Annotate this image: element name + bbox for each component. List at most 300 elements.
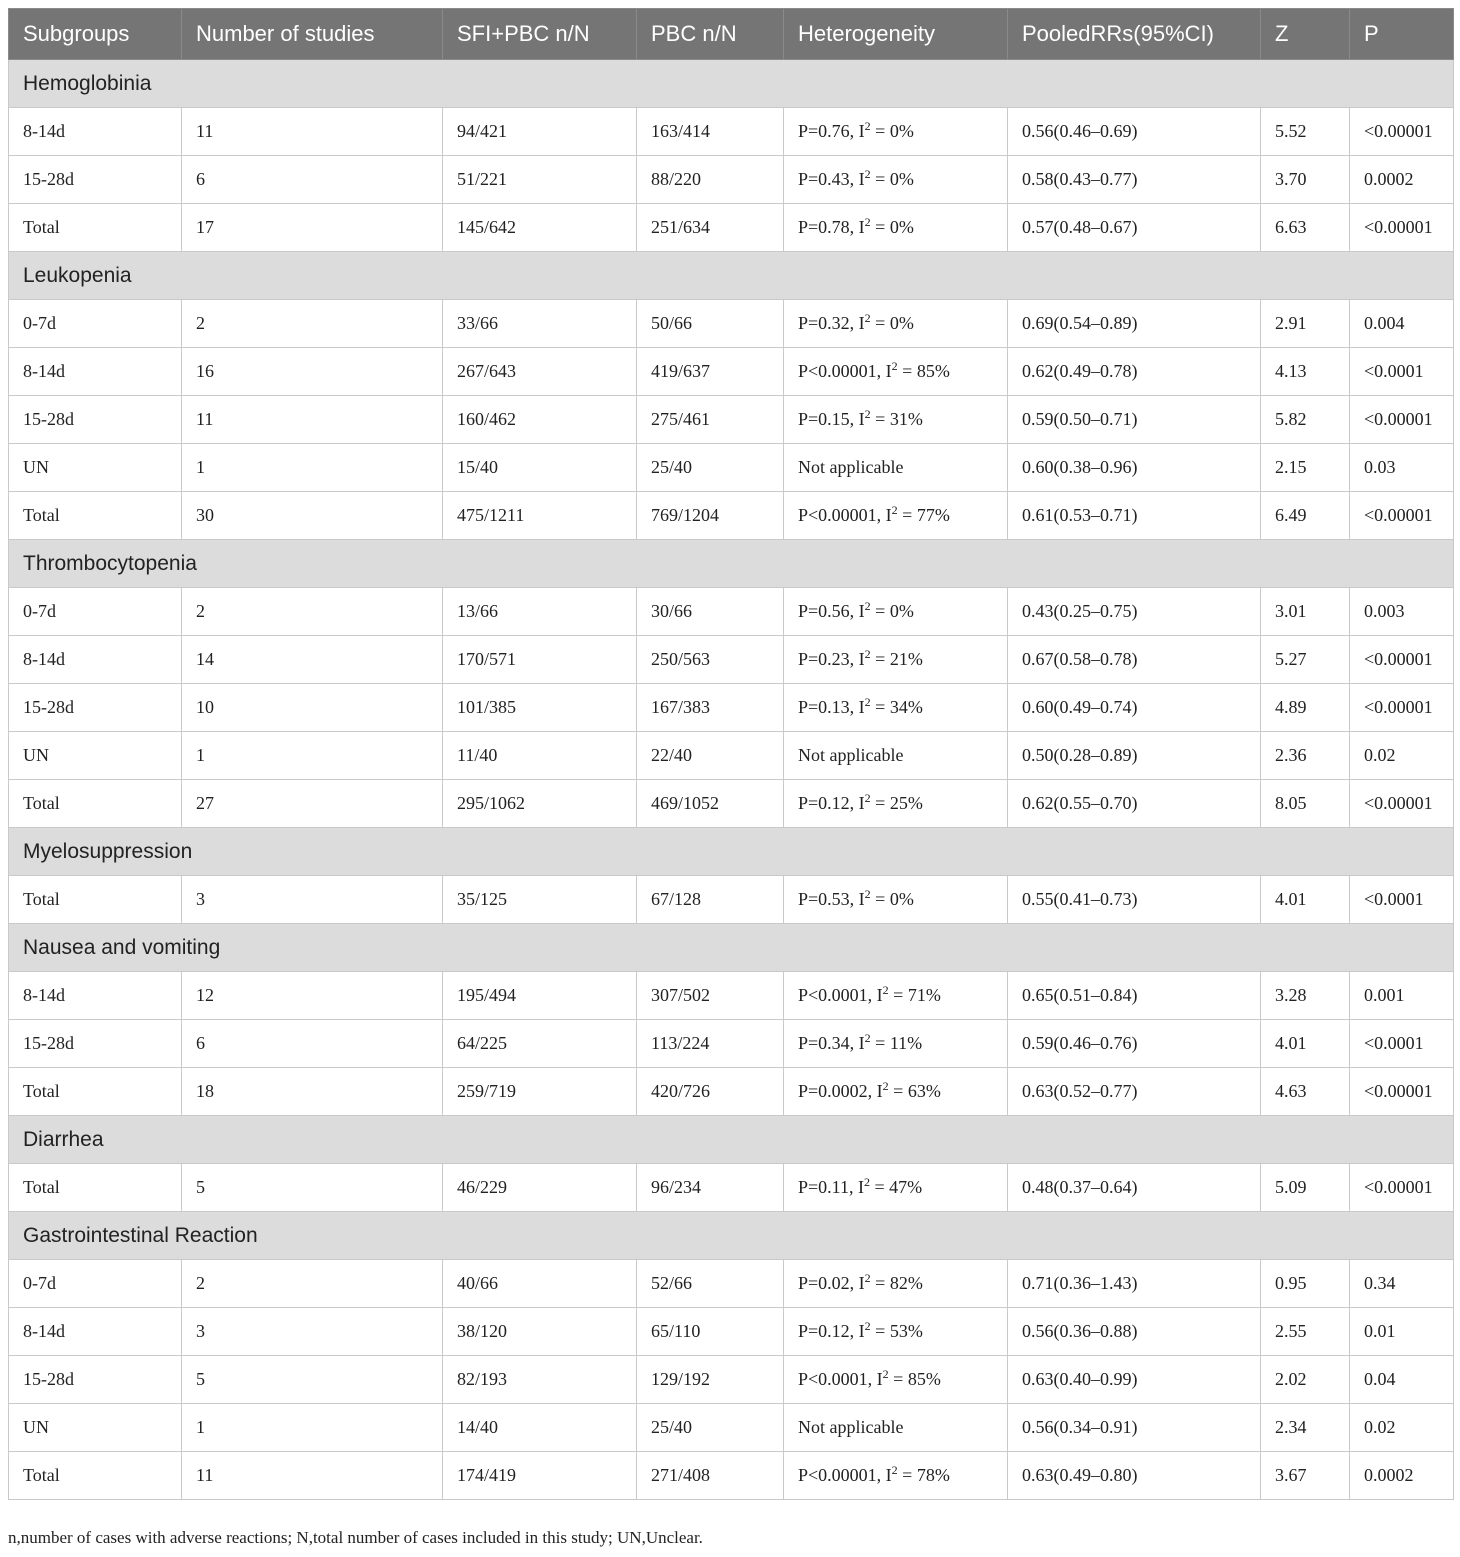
pbc-cell: 52/66 — [637, 1260, 784, 1308]
heterogeneity-i2: 31% — [889, 409, 923, 429]
header-row — [9, 9, 1454, 60]
subgroup-cell: 15-28d — [9, 1020, 182, 1068]
studies-cell: 12 — [182, 972, 443, 1020]
pooled-rr-cell: 0.71(0.36–1.43) — [1008, 1260, 1261, 1308]
subgroup-cell: 0-7d — [9, 588, 182, 636]
heterogeneity-cell — [784, 780, 1008, 828]
sfi-pbc-cell: 33/66 — [443, 300, 637, 348]
heterogeneity-stat: P=0.0002, $I^2 = 63\%$ — [798, 1079, 941, 1101]
z-cell: 0.95 — [1261, 1260, 1350, 1308]
heterogeneity-cell — [784, 108, 1008, 156]
header-z: Z — [1261, 9, 1350, 60]
sfi-pbc-cell: 160/462 — [443, 396, 637, 444]
header-sfi-pbc: SFI+PBC n/N — [443, 9, 637, 60]
heterogeneity-i2: 0% — [889, 601, 914, 621]
heterogeneity-i2: 63% — [907, 1081, 941, 1101]
table-row — [9, 972, 1454, 1020]
z-cell: 2.36 — [1261, 732, 1350, 780]
studies-cell: 10 — [182, 684, 443, 732]
group-label: Hemoglobinia — [9, 60, 1454, 108]
group-label: Gastrointestinal Reaction — [9, 1212, 1454, 1260]
group-label: Diarrhea — [9, 1116, 1454, 1164]
pooled-rr-cell: 0.60(0.49–0.74) — [1008, 684, 1261, 732]
studies-cell: 2 — [182, 1260, 443, 1308]
sfi-pbc-cell: 11/40 — [443, 732, 637, 780]
z-cell: 5.09 — [1261, 1164, 1350, 1212]
z-cell: 5.27 — [1261, 636, 1350, 684]
subgroup-cell: Total — [9, 1164, 182, 1212]
p-cell: 0.02 — [1350, 1404, 1454, 1452]
pooled-rr-cell: 0.48(0.37–0.64) — [1008, 1164, 1261, 1212]
z-cell: 2.15 — [1261, 444, 1350, 492]
heterogeneity-p: P<0.0001 — [798, 985, 868, 1005]
table-row — [9, 780, 1454, 828]
heterogeneity-cell — [784, 1260, 1008, 1308]
pooled-rr-cell: 0.43(0.25–0.75) — [1008, 588, 1261, 636]
table-row — [9, 1404, 1454, 1452]
heterogeneity-p: P=0.15 — [798, 409, 850, 429]
pbc-cell: 251/634 — [637, 204, 784, 252]
z-cell: 8.05 — [1261, 780, 1350, 828]
heterogeneity-p: P=0.02 — [798, 1273, 850, 1293]
group-label: Leukopenia — [9, 252, 1454, 300]
z-cell: 4.89 — [1261, 684, 1350, 732]
superscript-2: 2 — [864, 647, 871, 661]
pooled-rr-cell: 0.63(0.52–0.77) — [1008, 1068, 1261, 1116]
pbc-cell: 65/110 — [637, 1308, 784, 1356]
z-cell: 3.70 — [1261, 156, 1350, 204]
pbc-cell: 30/66 — [637, 588, 784, 636]
heterogeneity-i2: 25% — [889, 793, 923, 813]
pooled-rr-cell: 0.56(0.34–0.91) — [1008, 1404, 1261, 1452]
sfi-pbc-cell: 35/125 — [443, 876, 637, 924]
heterogeneity-stat: P<0.00001, $I^2 = 77\%$ — [798, 503, 950, 525]
sfi-pbc-cell: 170/571 — [443, 636, 637, 684]
heterogeneity-p: P=0.43 — [798, 169, 850, 189]
heterogeneity-p: P<0.00001 — [798, 361, 877, 381]
heterogeneity-cell — [784, 732, 1008, 780]
heterogeneity-cell — [784, 1020, 1008, 1068]
studies-cell: 11 — [182, 1452, 443, 1500]
table-row — [9, 348, 1454, 396]
heterogeneity-stat: P<0.00001, $I^2 = 78\%$ — [798, 1463, 950, 1485]
superscript-2: 2 — [864, 167, 871, 181]
p-cell: <0.00001 — [1350, 780, 1454, 828]
subgroup-cell: UN — [9, 1404, 182, 1452]
header-pooled-rrs: PooledRRs(95%CI) — [1008, 9, 1261, 60]
z-cell: 3.67 — [1261, 1452, 1350, 1500]
studies-cell: 11 — [182, 396, 443, 444]
heterogeneity-cell — [784, 588, 1008, 636]
heterogeneity-cell — [784, 636, 1008, 684]
heterogeneity-i2: 71% — [907, 985, 941, 1005]
pooled-rr-cell: 0.58(0.43–0.77) — [1008, 156, 1261, 204]
heterogeneity-p: P=0.76 — [798, 121, 850, 141]
sfi-pbc-cell: 259/719 — [443, 1068, 637, 1116]
p-cell: <0.0001 — [1350, 876, 1454, 924]
subgroup-analysis-table — [8, 8, 1454, 1500]
z-cell: 6.63 — [1261, 204, 1350, 252]
sfi-pbc-cell: 82/193 — [443, 1356, 637, 1404]
sfi-pbc-cell: 145/642 — [443, 204, 637, 252]
studies-cell: 27 — [182, 780, 443, 828]
subgroup-cell: Total — [9, 492, 182, 540]
heterogeneity-i2: 85% — [916, 361, 950, 381]
p-cell: <0.00001 — [1350, 492, 1454, 540]
heterogeneity-p: P=0.34 — [798, 1033, 850, 1053]
studies-cell: 17 — [182, 204, 443, 252]
heterogeneity-cell — [784, 684, 1008, 732]
table-row — [9, 300, 1454, 348]
heterogeneity-i2: 77% — [916, 505, 950, 525]
table-row — [9, 684, 1454, 732]
heterogeneity-cell — [784, 396, 1008, 444]
heterogeneity-p: P=0.56 — [798, 601, 850, 621]
subgroup-cell: 15-28d — [9, 396, 182, 444]
heterogeneity-cell — [784, 1068, 1008, 1116]
table-row — [9, 1068, 1454, 1116]
subgroup-cell: 15-28d — [9, 156, 182, 204]
heterogeneity-cell — [784, 972, 1008, 1020]
heterogeneity-cell — [784, 876, 1008, 924]
subgroup-cell: 8-14d — [9, 108, 182, 156]
superscript-2: 2 — [891, 1463, 898, 1477]
heterogeneity-i2: 21% — [889, 649, 923, 669]
heterogeneity-p: P=0.12 — [798, 1321, 850, 1341]
heterogeneity-p: P<0.0001 — [798, 1369, 868, 1389]
p-cell: 0.001 — [1350, 972, 1454, 1020]
sfi-pbc-cell: 40/66 — [443, 1260, 637, 1308]
p-cell: <0.00001 — [1350, 1068, 1454, 1116]
heterogeneity-stat: P<0.0001, $I^2 = 85\%$ — [798, 1367, 941, 1389]
subgroup-cell: UN — [9, 732, 182, 780]
group-header-row — [9, 828, 1454, 876]
superscript-2: 2 — [864, 407, 871, 421]
pbc-cell: 469/1052 — [637, 780, 784, 828]
studies-cell: 14 — [182, 636, 443, 684]
z-cell: 4.01 — [1261, 876, 1350, 924]
heterogeneity-i2: 78% — [916, 1465, 950, 1485]
pbc-cell: 163/414 — [637, 108, 784, 156]
p-cell: <0.00001 — [1350, 636, 1454, 684]
superscript-2: 2 — [882, 983, 889, 997]
z-cell: 2.34 — [1261, 1404, 1350, 1452]
table-row — [9, 876, 1454, 924]
heterogeneity-stat: P=0.56, $I^2 = 0\%$ — [798, 599, 914, 621]
table-header — [9, 9, 1454, 60]
heterogeneity-p: P=0.0002 — [798, 1081, 868, 1101]
subgroup-cell: 8-14d — [9, 348, 182, 396]
superscript-2: 2 — [864, 215, 871, 229]
sfi-pbc-cell: 14/40 — [443, 1404, 637, 1452]
studies-cell: 6 — [182, 1020, 443, 1068]
header-pbc: PBC n/N — [637, 9, 784, 60]
studies-cell: 3 — [182, 1308, 443, 1356]
sfi-pbc-cell: 475/1211 — [443, 492, 637, 540]
sfi-pbc-cell: 295/1062 — [443, 780, 637, 828]
subgroup-cell: 0-7d — [9, 300, 182, 348]
sfi-pbc-cell: 267/643 — [443, 348, 637, 396]
sfi-pbc-cell: 38/120 — [443, 1308, 637, 1356]
p-cell: <0.0001 — [1350, 348, 1454, 396]
heterogeneity-stat: P=0.76, $I^2 = 0\%$ — [798, 119, 914, 141]
table-row — [9, 204, 1454, 252]
group-header-row — [9, 540, 1454, 588]
heterogeneity-stat: P=0.23, $I^2 = 21\%$ — [798, 647, 923, 669]
sfi-pbc-cell: 15/40 — [443, 444, 637, 492]
superscript-2: 2 — [864, 1319, 871, 1333]
heterogeneity-p: P=0.13 — [798, 697, 850, 717]
group-header-row — [9, 1212, 1454, 1260]
pooled-rr-cell: 0.57(0.48–0.67) — [1008, 204, 1261, 252]
pooled-rr-cell: 0.69(0.54–0.89) — [1008, 300, 1261, 348]
heterogeneity-cell — [784, 492, 1008, 540]
table-container — [8, 8, 1453, 1500]
heterogeneity-i2: 82% — [889, 1273, 923, 1293]
heterogeneity-stat: P=0.12, $I^2 = 25\%$ — [798, 791, 923, 813]
group-label: Myelosuppression — [9, 828, 1454, 876]
pbc-cell: 275/461 — [637, 396, 784, 444]
heterogeneity-cell — [784, 156, 1008, 204]
pbc-cell: 167/383 — [637, 684, 784, 732]
pooled-rr-cell: 0.56(0.36–0.88) — [1008, 1308, 1261, 1356]
pbc-cell: 769/1204 — [637, 492, 784, 540]
table-row — [9, 732, 1454, 780]
pooled-rr-cell: 0.59(0.46–0.76) — [1008, 1020, 1261, 1068]
table-row — [9, 396, 1454, 444]
z-cell: 2.91 — [1261, 300, 1350, 348]
sfi-pbc-cell: 174/419 — [443, 1452, 637, 1500]
superscript-2: 2 — [864, 791, 871, 805]
p-cell: 0.0002 — [1350, 156, 1454, 204]
table-row — [9, 1020, 1454, 1068]
superscript-2: 2 — [864, 887, 871, 901]
heterogeneity-p: P=0.23 — [798, 649, 850, 669]
subgroup-cell: Total — [9, 876, 182, 924]
heterogeneity-i2: 0% — [889, 889, 914, 909]
header-number-of-studies: Number of studies — [182, 9, 443, 60]
heterogeneity-i2: 47% — [889, 1177, 923, 1197]
p-cell: <0.00001 — [1350, 204, 1454, 252]
p-cell: 0.003 — [1350, 588, 1454, 636]
heterogeneity-p: P=0.32 — [798, 313, 850, 333]
superscript-2: 2 — [891, 503, 898, 517]
studies-cell: 5 — [182, 1356, 443, 1404]
pbc-cell: 271/408 — [637, 1452, 784, 1500]
studies-cell: 5 — [182, 1164, 443, 1212]
heterogeneity-cell — [784, 204, 1008, 252]
table-row — [9, 1260, 1454, 1308]
sfi-pbc-cell: 101/385 — [443, 684, 637, 732]
p-cell: <0.00001 — [1350, 396, 1454, 444]
subgroup-cell: 8-14d — [9, 1308, 182, 1356]
heterogeneity-i2: 53% — [889, 1321, 923, 1341]
heterogeneity-stat: P<0.0001, $I^2 = 71\%$ — [798, 983, 941, 1005]
heterogeneity-cell — [784, 348, 1008, 396]
studies-cell: 2 — [182, 588, 443, 636]
pooled-rr-cell: 0.50(0.28–0.89) — [1008, 732, 1261, 780]
heterogeneity-p: P<0.00001 — [798, 505, 877, 525]
table-row — [9, 1164, 1454, 1212]
pbc-cell: 25/40 — [637, 1404, 784, 1452]
p-cell: <0.0001 — [1350, 1020, 1454, 1068]
heterogeneity-stat: P=0.78, $I^2 = 0\%$ — [798, 215, 914, 237]
sfi-pbc-cell: 51/221 — [443, 156, 637, 204]
p-cell: 0.0002 — [1350, 1452, 1454, 1500]
p-cell: <0.00001 — [1350, 684, 1454, 732]
pbc-cell: 419/637 — [637, 348, 784, 396]
heterogeneity-text: Not applicable — [798, 457, 904, 477]
z-cell: 3.01 — [1261, 588, 1350, 636]
studies-cell: 1 — [182, 444, 443, 492]
studies-cell: 30 — [182, 492, 443, 540]
z-cell: 2.55 — [1261, 1308, 1350, 1356]
table-row — [9, 1452, 1454, 1500]
subgroup-cell: UN — [9, 444, 182, 492]
sfi-pbc-cell: 46/229 — [443, 1164, 637, 1212]
heterogeneity-cell — [784, 300, 1008, 348]
table-row — [9, 636, 1454, 684]
heterogeneity-stat: P=0.12, $I^2 = 53\%$ — [798, 1319, 923, 1341]
z-cell: 5.82 — [1261, 396, 1350, 444]
pbc-cell: 88/220 — [637, 156, 784, 204]
heterogeneity-stat: P=0.43, $I^2 = 0\%$ — [798, 167, 914, 189]
superscript-2: 2 — [882, 1079, 889, 1093]
p-cell: 0.01 — [1350, 1308, 1454, 1356]
p-cell: <0.00001 — [1350, 108, 1454, 156]
subgroup-cell: 8-14d — [9, 972, 182, 1020]
heterogeneity-p: P=0.11 — [798, 1177, 849, 1197]
pbc-cell: 96/234 — [637, 1164, 784, 1212]
subgroup-cell: 15-28d — [9, 684, 182, 732]
superscript-2: 2 — [864, 311, 871, 325]
pbc-cell: 22/40 — [637, 732, 784, 780]
table-row — [9, 1356, 1454, 1404]
table-body — [9, 60, 1454, 1500]
heterogeneity-text: Not applicable — [798, 1417, 904, 1437]
pbc-cell: 129/192 — [637, 1356, 784, 1404]
heterogeneity-cell — [784, 444, 1008, 492]
subgroup-cell: Total — [9, 1068, 182, 1116]
heterogeneity-cell — [784, 1404, 1008, 1452]
heterogeneity-text: Not applicable — [798, 745, 904, 765]
group-label: Nausea and vomiting — [9, 924, 1454, 972]
subgroup-cell: Total — [9, 780, 182, 828]
table-row — [9, 156, 1454, 204]
pooled-rr-cell: 0.59(0.50–0.71) — [1008, 396, 1261, 444]
heterogeneity-stat: P=0.13, $I^2 = 34\%$ — [798, 695, 923, 717]
group-header-row — [9, 1116, 1454, 1164]
pooled-rr-cell: 0.63(0.40–0.99) — [1008, 1356, 1261, 1404]
studies-cell: 11 — [182, 108, 443, 156]
subgroup-cell: 0-7d — [9, 1260, 182, 1308]
header-heterogeneity: Heterogeneity — [784, 9, 1008, 60]
pooled-rr-cell: 0.62(0.49–0.78) — [1008, 348, 1261, 396]
pbc-cell: 250/563 — [637, 636, 784, 684]
p-cell: 0.34 — [1350, 1260, 1454, 1308]
pooled-rr-cell: 0.56(0.46–0.69) — [1008, 108, 1261, 156]
p-cell: <0.00001 — [1350, 1164, 1454, 1212]
studies-cell: 6 — [182, 156, 443, 204]
z-cell: 5.52 — [1261, 108, 1350, 156]
studies-cell: 18 — [182, 1068, 443, 1116]
table-row — [9, 444, 1454, 492]
p-cell: 0.004 — [1350, 300, 1454, 348]
subgroup-cell: Total — [9, 204, 182, 252]
heterogeneity-stat: P=0.11, $I^2 = 47\%$ — [798, 1175, 923, 1197]
pooled-rr-cell: 0.67(0.58–0.78) — [1008, 636, 1261, 684]
z-cell: 6.49 — [1261, 492, 1350, 540]
heterogeneity-stat: P=0.15, $I^2 = 31\%$ — [798, 407, 923, 429]
heterogeneity-cell — [784, 1164, 1008, 1212]
pbc-cell: 113/224 — [637, 1020, 784, 1068]
superscript-2: 2 — [864, 695, 871, 709]
heterogeneity-cell — [784, 1356, 1008, 1404]
pbc-cell: 67/128 — [637, 876, 784, 924]
z-cell: 4.01 — [1261, 1020, 1350, 1068]
superscript-2: 2 — [891, 359, 898, 373]
sfi-pbc-cell: 13/66 — [443, 588, 637, 636]
sfi-pbc-cell: 64/225 — [443, 1020, 637, 1068]
z-cell: 3.28 — [1261, 972, 1350, 1020]
group-header-row — [9, 60, 1454, 108]
heterogeneity-stat: P=0.02, $I^2 = 82\%$ — [798, 1271, 923, 1293]
p-cell: 0.03 — [1350, 444, 1454, 492]
table-row — [9, 1308, 1454, 1356]
pbc-cell: 420/726 — [637, 1068, 784, 1116]
heterogeneity-i2: 0% — [889, 313, 914, 333]
studies-cell: 3 — [182, 876, 443, 924]
header-subgroups: Subgroups — [9, 9, 182, 60]
heterogeneity-cell — [784, 1308, 1008, 1356]
heterogeneity-p: P=0.12 — [798, 793, 850, 813]
heterogeneity-stat: P=0.32, $I^2 = 0\%$ — [798, 311, 914, 333]
table-row — [9, 492, 1454, 540]
subgroup-cell: 8-14d — [9, 636, 182, 684]
studies-cell: 2 — [182, 300, 443, 348]
group-header-row — [9, 252, 1454, 300]
heterogeneity-i2: 85% — [907, 1369, 941, 1389]
z-cell: 2.02 — [1261, 1356, 1350, 1404]
studies-cell: 1 — [182, 732, 443, 780]
superscript-2: 2 — [864, 119, 871, 133]
subgroup-cell: Total — [9, 1452, 182, 1500]
header-p: P — [1350, 9, 1454, 60]
heterogeneity-p: P=0.78 — [798, 217, 850, 237]
p-cell: 0.02 — [1350, 732, 1454, 780]
heterogeneity-i2: 11% — [889, 1033, 923, 1053]
superscript-2: 2 — [882, 1367, 889, 1381]
pooled-rr-cell: 0.63(0.49–0.80) — [1008, 1452, 1261, 1500]
heterogeneity-p: P<0.00001 — [798, 1465, 877, 1485]
heterogeneity-i2: 34% — [889, 697, 923, 717]
sfi-pbc-cell: 94/421 — [443, 108, 637, 156]
studies-cell: 1 — [182, 1404, 443, 1452]
superscript-2: 2 — [864, 599, 871, 613]
heterogeneity-stat: P=0.53, $I^2 = 0\%$ — [798, 887, 914, 909]
z-cell: 4.63 — [1261, 1068, 1350, 1116]
pbc-cell: 25/40 — [637, 444, 784, 492]
heterogeneity-i2: 0% — [889, 169, 914, 189]
heterogeneity-stat: P=0.34, $I^2 = 11\%$ — [798, 1031, 923, 1053]
pooled-rr-cell: 0.61(0.53–0.71) — [1008, 492, 1261, 540]
table-footnote: n,number of cases with adverse reactions; N,total number of cases included in this study; UN,Unclear. — [8, 1528, 703, 1547]
pooled-rr-cell: 0.62(0.55–0.70) — [1008, 780, 1261, 828]
table-row — [9, 588, 1454, 636]
subgroup-cell: 15-28d — [9, 1356, 182, 1404]
pooled-rr-cell: 0.60(0.38–0.96) — [1008, 444, 1261, 492]
group-label: Thrombocytopenia — [9, 540, 1454, 588]
